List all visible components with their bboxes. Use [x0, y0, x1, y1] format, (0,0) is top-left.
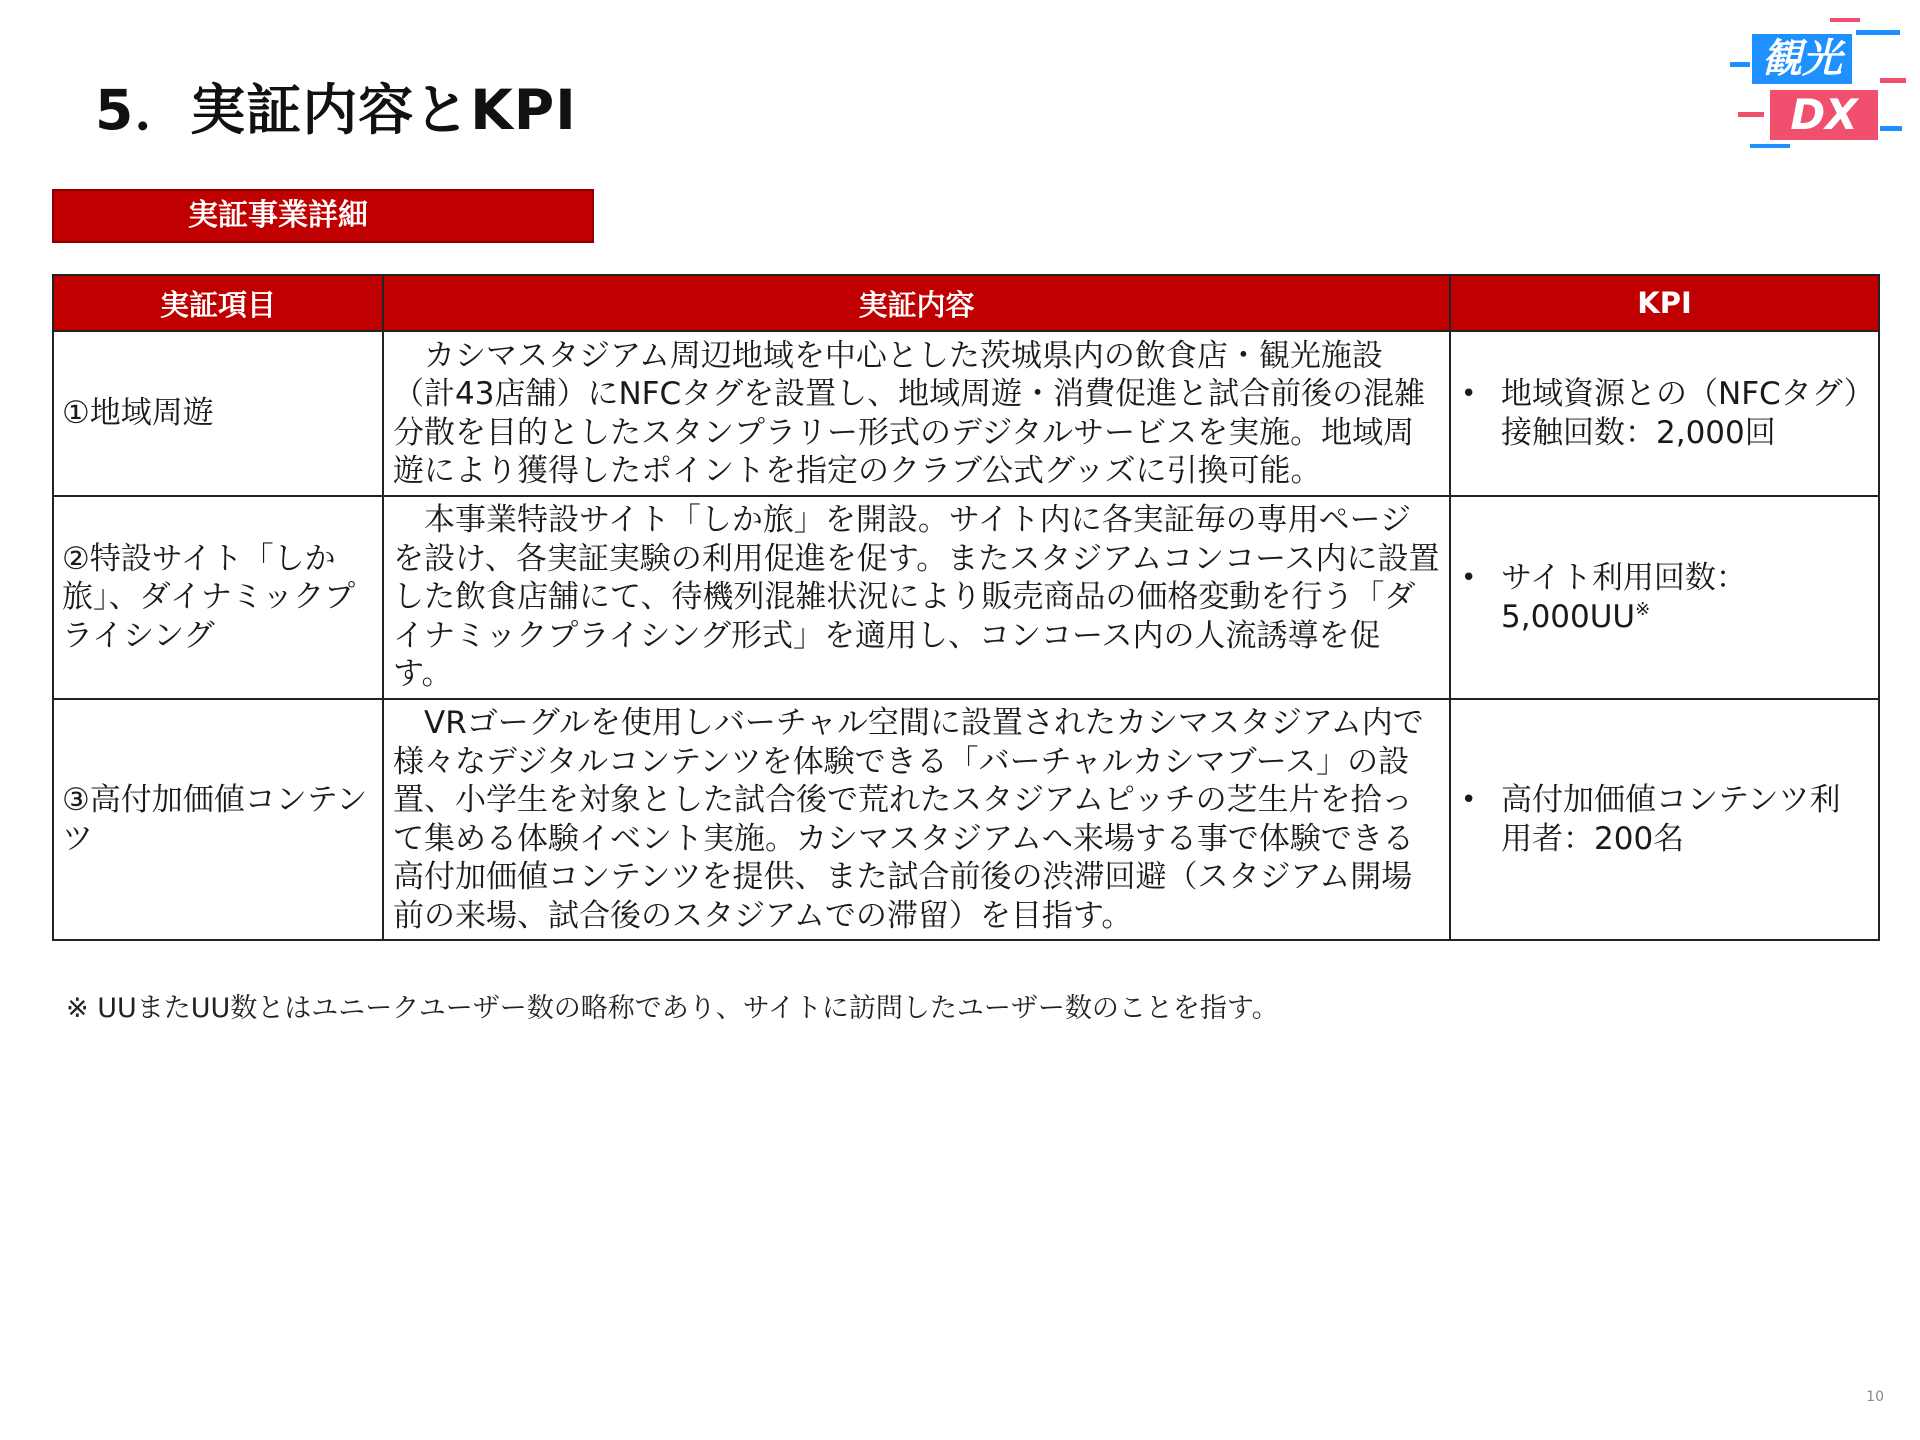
logo-text-kanko: 観光 [1762, 36, 1842, 82]
logo-text-dx: DX [1790, 90, 1858, 139]
kanko-dx-logo-icon [1730, 18, 1910, 153]
kpi-text: サイト利用回数：5,000UU [1501, 560, 1747, 635]
row-item-label: ③高付加価値コンテンツ [53, 699, 383, 940]
kpi-bullet-item [1459, 559, 1870, 636]
row-kpi-cell [1450, 496, 1879, 699]
row-kpi-cell [1450, 699, 1879, 940]
page-number: 10 [1866, 1389, 1884, 1405]
table-row [53, 699, 1879, 940]
row-item-label: ②特設サイト「しか旅」、ダイナミックプライシング [53, 496, 383, 699]
column-header-kpi: KPI [1450, 275, 1879, 331]
footnote-mark: ※ [1635, 598, 1651, 620]
column-header-item: 実証項目 [53, 275, 383, 331]
footnote: ※ UUまたUU数とはユニークユーザー数の略称であり、サイトに訪問したユーザー数のことを指す。 [66, 993, 1279, 1024]
kpi-bullet-item [1459, 781, 1870, 858]
page-title: 5．実証内容とKPI [95, 78, 577, 142]
row-content-text: 本事業特設サイト「しか旅」を開設。サイト内に各実証毎の専用ページを設け、各実証実験の利用促進を促す。またスタジアムコンコース内に設置した飲食店舗にて、待機列混雑状況により販売商品の価格変動を行う「ダイナミックプライシング形式」を適用し、コンコース内の人流誘導を促す。 [383, 496, 1450, 699]
table-row [53, 496, 1879, 699]
row-content-text: VRゴーグルを使用しバーチャル空間に設置されたカシマスタジアム内で様々なデジタルコンテンツを体験できる「バーチャルカシマブース」の設置、小学生を対象とした試合後で荒れたスタジアムピッチの芝生片を拾って集める体験イベント実施。カシマスタジアムへ来場する事で体験できる高付加価値コンテンツを提供、また試合前後の渋滞回避（スタジアム開場前の来場、試合後のスタジアムでの滞留）を目指す。 [383, 699, 1450, 940]
row-item-label: ①地域周遊 [53, 331, 383, 496]
row-content-text: カシマスタジアム周辺地域を中心とした茨城県内の飲食店・観光施設（計43店舗）にNFCタグを設置し、地域周遊・消費促進と試合前後の混雑分散を目的としたスタンプラリー形式のデジタルサービスを実施。地域周遊により獲得したポイントを指定のクラブ公式グッズに引換可能。 [383, 331, 1450, 496]
section-label: 実証事業詳細 [52, 189, 594, 243]
table-row [53, 331, 1879, 496]
table-header-row [53, 275, 1879, 331]
kpi-text: 高付加価値コンテンツ利用者：200名 [1501, 782, 1841, 857]
row-kpi-cell [1450, 331, 1879, 496]
kpi-text: 地域資源との（NFCタグ）接触回数：2,000回 [1501, 376, 1860, 451]
kpi-table [52, 274, 1880, 941]
column-header-content: 実証内容 [383, 275, 1450, 331]
kpi-bullet-item [1459, 375, 1870, 452]
